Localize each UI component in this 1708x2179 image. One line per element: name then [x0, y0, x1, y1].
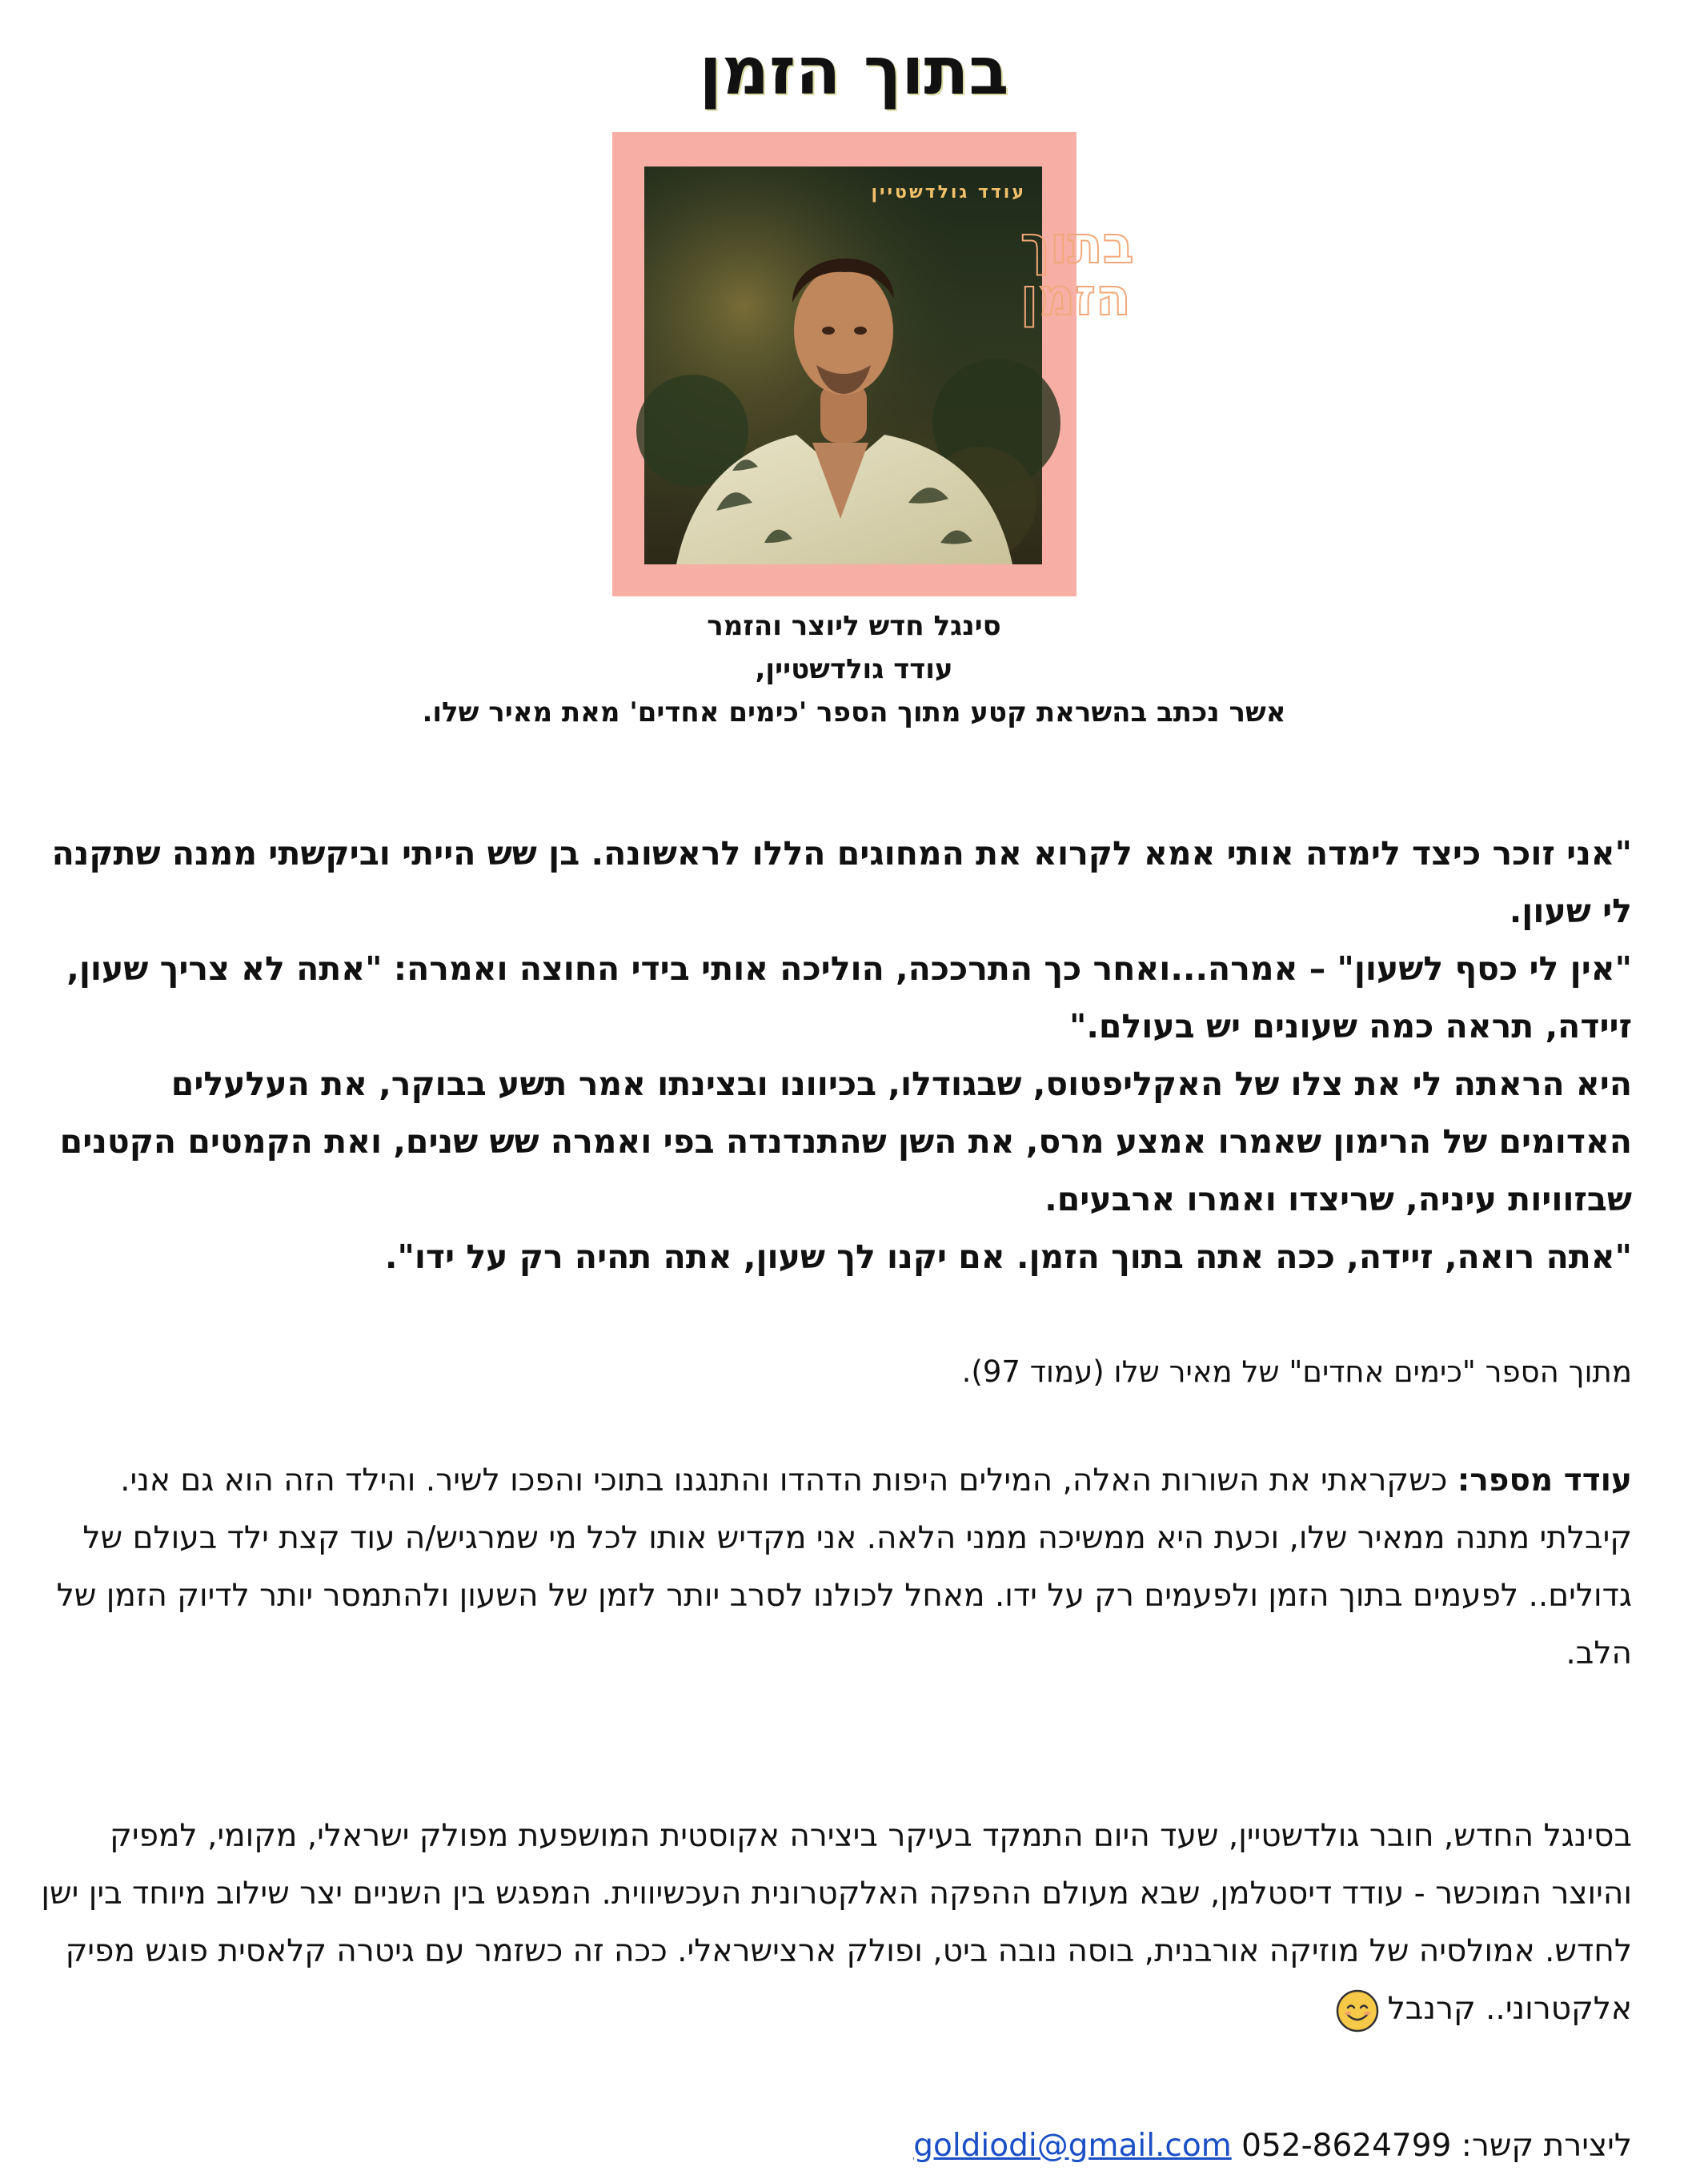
page-title: בתוך הזמן	[699, 34, 1009, 110]
single-caption	[0, 604, 1708, 734]
single-description	[39, 1808, 1632, 2038]
contact-line	[39, 2123, 1632, 2169]
contact-label: ליצירת קשר:	[1461, 2128, 1632, 2164]
quote-paragraph-4: "אתה רואה, זיידה, ככה אתה בתוך הזמן. אם יקנו לך שעון, אתה תהיה רק על ידו".	[384, 1238, 1632, 1276]
caption-line-3: אשר נכתב בהשראת קטע מתוך הספר 'כימים אחדים' מאת מאיר שלו.	[422, 696, 1286, 728]
smiling-face-icon	[1335, 1988, 1380, 2033]
caption-line-1: סינגל חדש ליוצר והזמר	[707, 610, 1001, 642]
oded-statement-lead: עודד מספר:	[1457, 1463, 1632, 1499]
cover-title-line1: בתוך	[1020, 216, 1134, 275]
quote-paragraph-3: היא הראתה לי את צלו של האקליפטוס, שבגודלו, בכיוונו ובצינתו אמר תשע בבוקר, את העלעלים האדומים של הרימון שאמרו אמצע מרס, את השן שהתנדנדה בפי ואמרה שש שנים, ואת הקמטים הקטנים שבזוויות עיניה, שריצדו ואמרו ארבעים.	[59, 1065, 1632, 1218]
quote-paragraph-1: "אני זוכר כיצד לימדה אותי אמא לקרוא את המחוגים הללו לראשונה. בן שש הייתי וביקשתי ממנה שתקנה לי שעון.	[51, 834, 1632, 930]
oded-statement-text: כשקראתי את השורות האלה, המילים היפות הדהדו והתנגנו בתוכי והפכו לשיר. והילד הזה הוא גם אני. קיבלתי מתנה ממאיר שלו, וכעת היא ממשיכה ממני הלאה. אני מקדיש אותו לכל מי שמרגיש/ה עוד קצת ילד בעולם של גדולים.. לפעמים בתוך הזמן ולפעמים רק על ידו. מאחל לכולנו לסרב יותר לזמן של השעון ולהתמסר יותר לדיוק הזמן של הלב.	[56, 1463, 1632, 1671]
contact-email-link[interactable]: goldiodi@gmail.com	[913, 2128, 1232, 2164]
quote-source: מתוך הספר "כימים אחדים" של מאיר שלו (עמוד 97).	[961, 1354, 1632, 1389]
single-description-text: בסינגל החדש, חובר גולדשטיין, שעד היום התמקד בעיקר ביצירה אקוסטית המושפעת מפולק ישראלי, מקומי, למפיק והיוצר המוכשר - עודד דיסטלמן, שבא מעולם ההפקה האלקטרונית העכשיווית. המפגש בין השניים יצר שילוב מיוחד בין ישן לחדש. אמולסיה של מוזיקה אורבנית, בוסה נובה ביט, ופולק ארצישראלי. ככה זה כשזמר עם גיטרה קלאסית פוגש מפיק אלקטרוני.. קרנבל	[41, 1818, 1632, 2027]
oded-statement	[39, 1452, 1632, 1683]
contact-phone: 052-8624799	[1241, 2128, 1452, 2164]
caption-line-2: עודד גולדשטיין,	[755, 653, 953, 685]
cover-illustration	[644, 167, 1134, 564]
quote-paragraph-2: "אין לי כסף לשעון" – אמרה...ואחר כך התרככה, הוליכה אותי בידי החוצה ואמרה: "אתה לא צריך שעון, זיידה, תראה כמה שעונים יש בעולם."	[66, 949, 1632, 1045]
book-quote	[39, 825, 1632, 1286]
album-cover-image	[644, 167, 1134, 564]
cover-artist-name: עודד גולדשטיין	[871, 183, 1026, 203]
album-cover-frame	[612, 132, 1134, 596]
cover-title-line2: הזמן	[1020, 268, 1131, 327]
